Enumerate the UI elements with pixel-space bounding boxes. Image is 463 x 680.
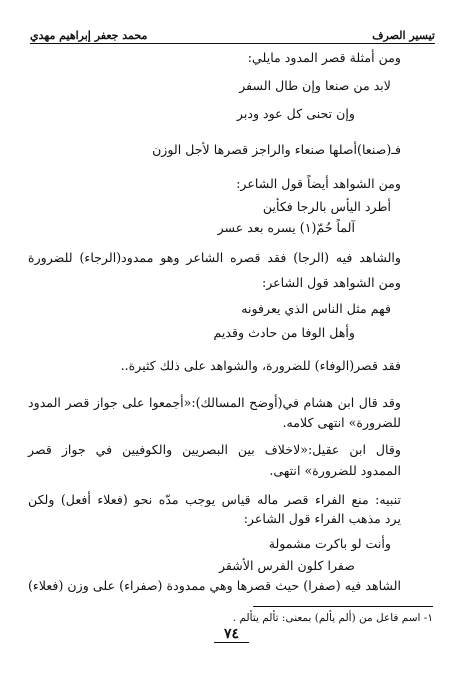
page-number bbox=[0, 626, 463, 643]
body-line: يرد مذهب الفراء قول الشاعر: bbox=[243, 511, 401, 526]
body-line: فـ(صنعا)أصلها صنعاء والراجز قصرها لأجل الوزن bbox=[152, 142, 401, 157]
verse-second-hemistich: وأهل الوفا من حادث وقديم bbox=[213, 325, 355, 340]
body-line: وقد قال ابن هشام في(أوضح المسالك):«أجمعوا على جواز قصر المدود bbox=[28, 395, 401, 410]
body-line: فقد قصر(الوفاء) للضرورة، والشواهد على ذلك كثيرة.. bbox=[120, 358, 401, 373]
header-author: محمد جعفر إبراهيم مهدي bbox=[30, 29, 148, 42]
verse-first-hemistich: وأنت لو باكرت مشمولة bbox=[268, 536, 391, 551]
body-line: الشاهد فيه (صفرا) حيث قصرها وهي ممدودة (صفراء) على وزن (فعلاء) bbox=[28, 578, 401, 593]
body-line: الممدود للضرورة» انتهى. bbox=[269, 463, 401, 478]
verse-second-hemistich: صفرا كلون الفرس الأشقر bbox=[218, 558, 355, 573]
running-header bbox=[30, 22, 435, 42]
body-line: ومن الشواهد أيضاً قول الشاعر: bbox=[236, 176, 401, 191]
body-line: تنبيه: منع الفراء قصر ماله قياس يوجب مدّه نحو (فعلاء أفعل) ولكن bbox=[28, 492, 401, 507]
verse-second-hemistich: وإن تحنى كل عود ودبر bbox=[236, 106, 355, 121]
footnote-divider bbox=[253, 606, 433, 607]
body-line: وقال ابن عقيل:«لاخلاف بين البصريين والكوفيين في جواز قصر bbox=[28, 442, 401, 457]
body-line: والشاهد فيه (الرجا) فقد قصره الشاعر وهو ممدود(الرجاء) للضرورة bbox=[28, 250, 401, 265]
body-line: للضرورة» انتهى كلامه. bbox=[282, 415, 401, 430]
header-book-title: تيسير الصرف bbox=[372, 29, 435, 42]
verse-first-hemistich: لابد من صنعا وإن طال السفر bbox=[239, 78, 391, 93]
header-divider bbox=[30, 43, 435, 44]
verse-first-hemistich: فهم مثل الناس الذي يعرفونه bbox=[241, 301, 391, 316]
body-line: ومن الشواهد قول الشاعر: bbox=[261, 275, 401, 290]
body-line: ومن أمثلة قصر المدود مايلي: bbox=[247, 50, 401, 65]
page-number-value: ٧٤ bbox=[214, 626, 249, 643]
verse-second-hemistich: آلماً حُمّ(١) يسره بعد عسر bbox=[217, 220, 355, 235]
verse-first-hemistich: أطرد اليأس بالرجا فكأين bbox=[262, 199, 391, 214]
footnote: ١- اسم فاعل من (ألم يألم) بمعنى: تألم يتألم . bbox=[232, 612, 433, 624]
